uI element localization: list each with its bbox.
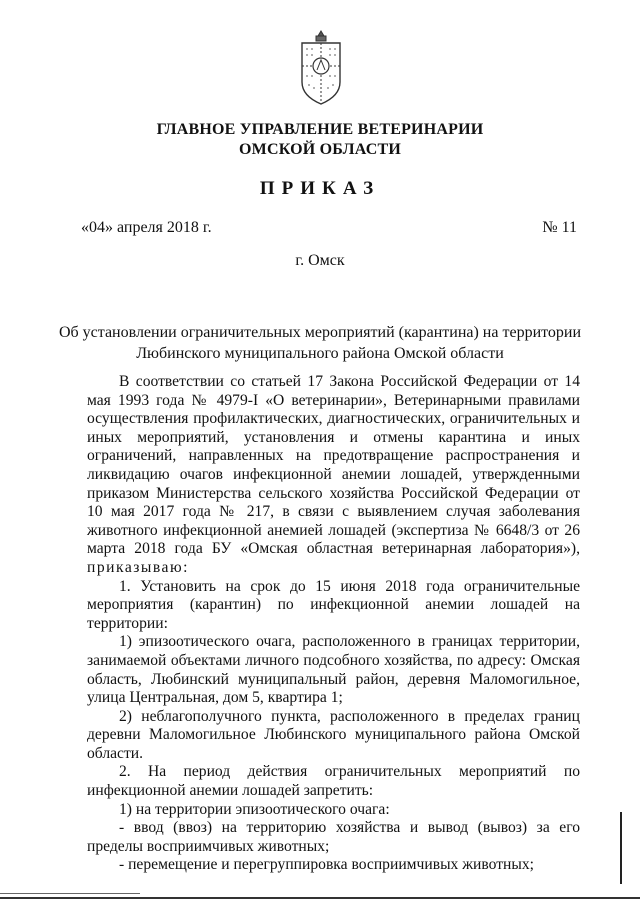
clause-1-item-1: 1) эпизоотического очага, расположенного в границах территории, занимаемой объектами личного подсобного хозяйства, по адресу: Омская область, Любинский муниципальный район, деревня Маломогильное, улица Центральная, дом 5, квартира 1;: [87, 633, 580, 707]
clause-2: 2. На период действия ограничительных мероприятий по инфекционной анемии лошадей запретить:: [87, 763, 580, 800]
scan-bottom-shadow: [0, 893, 140, 894]
intro-text: В соответствии со статьей 17 Закона Российской Федерации от 14 мая 1993 года № 4979-I «О ветеринарии», Ветеринарными правилами осуществления профилактических, диагностических, ограничительных и иных мероприятий, установления и отмены карантина и иных ограничений, направленных на предотвращение распространения и ликвидацию очагов инфекционной анемии лошадей, утвержденными приказом Министерства сельского хозяйства Российской Федерации от 10 мая 2017 года № 217, в связи с выявлением случая заболевания животного инфекционной анемией лошадей (экспертиза № 6648/3 от 26 марта 2018 года БУ «Омская областная ветеринарная лаборатория»),: [87, 373, 580, 558]
document-type-title: ПРИКАЗ: [259, 178, 381, 199]
document-city: г. Омск: [295, 252, 345, 269]
clause-2-item-1: 1) на территории эпизоотического очага:: [119, 800, 390, 818]
organization-name-line2: ОМСКОЙ ОБЛАСТИ: [239, 141, 401, 158]
clause-1: 1. Установить на срок до 15 июня 2018 года ограничительные мероприятия (карантин) по инфекционной анемии лошадей на территории:: [87, 577, 580, 632]
subject-line2: Любинского муниципального района Омской области: [136, 345, 504, 362]
clause-2-item-1b: - перемещение и перегруппировка восприимчивых животных;: [119, 856, 534, 874]
subject-line1: Об установлении ограничительных мероприятий (карантина) на территории: [58, 324, 582, 341]
scan-edge-mark: [620, 812, 622, 884]
document-date: «04» апреля 2018 г.: [81, 219, 212, 236]
coat-of-arms-emblem: [299, 30, 343, 106]
document-body: [87, 373, 580, 875]
order-word: приказываю:: [87, 558, 189, 576]
intro-paragraph: [87, 373, 580, 578]
clause-1-item-2: 2) неблагополучного пункта, расположенного в пределах границ деревни Маломогильное Любинского муниципального района Омской области.: [87, 707, 580, 762]
scan-bottom-edge: [0, 897, 640, 899]
document-subject: [0, 322, 640, 364]
clause-2-item-1a: - ввод (ввоз) на территорию хозяйства и вывод (вывоз) за его пределы восприимчивых животных;: [87, 819, 580, 855]
organization-name-line1: ГЛАВНОЕ УПРАВЛЕНИЕ ВЕТЕРИНАРИИ: [156, 121, 484, 138]
document-number: № 11: [542, 219, 577, 236]
